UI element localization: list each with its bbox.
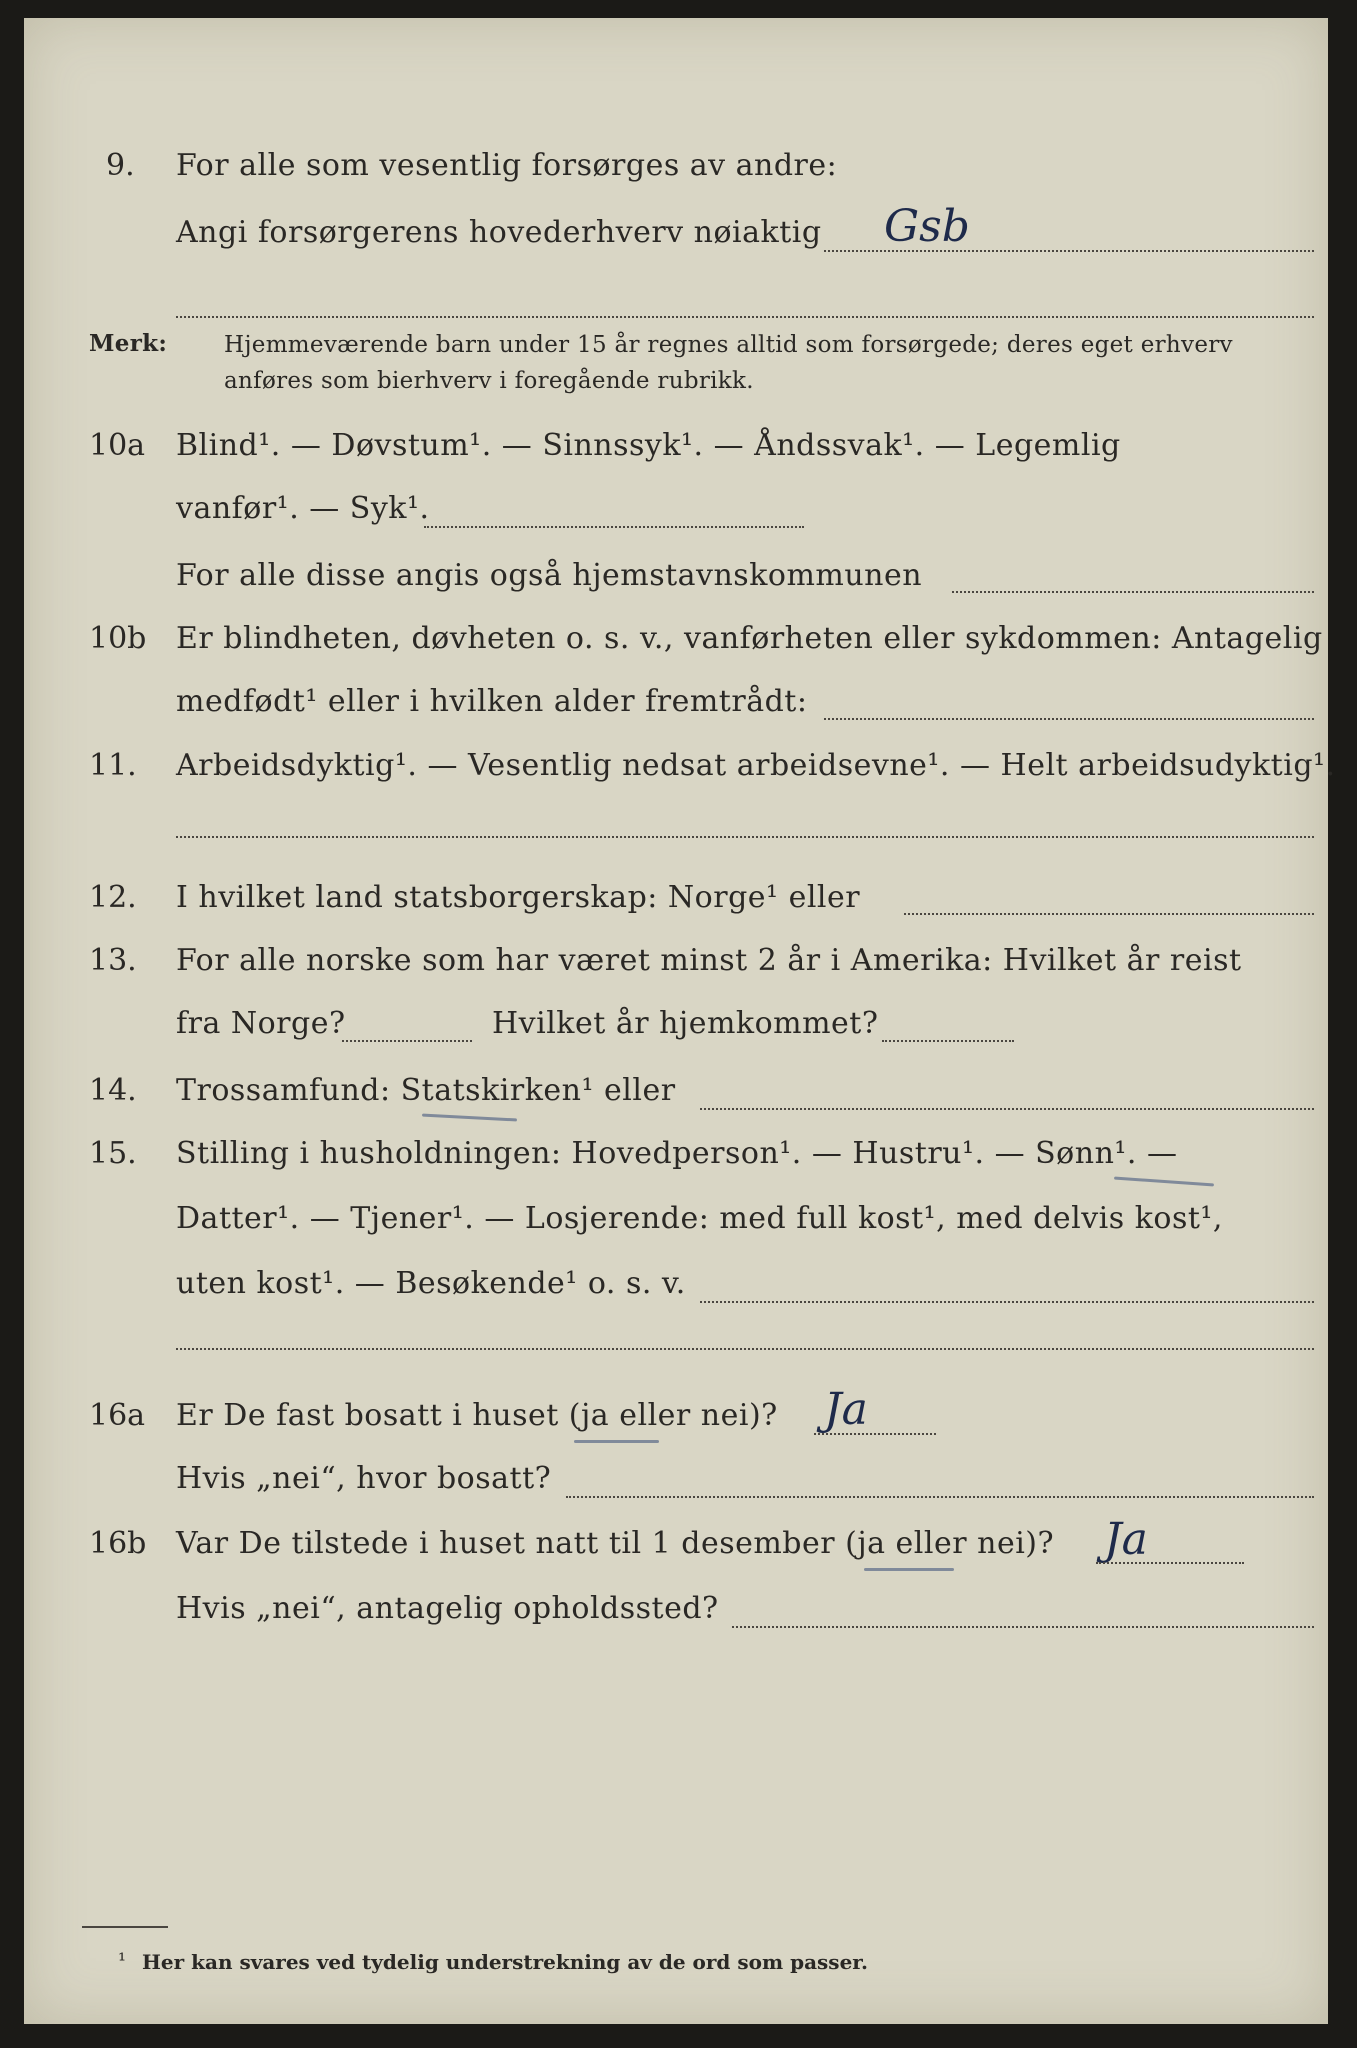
q15-answer-line xyxy=(700,1301,1314,1303)
merk-line2: anføres som bierhverv i foregående rubrikk. xyxy=(224,368,754,394)
q16b-line1: Var De tilstede i huset natt til 1 desember (ja eller nei)? xyxy=(176,1526,1055,1561)
q13-line2b: Hvilket år hjemkommet? xyxy=(492,1006,879,1041)
footnote-text: Her kan svares ved tydelig understrekning av de ord som passer. xyxy=(142,1950,868,1974)
q15-number: 15. xyxy=(89,1136,137,1171)
q16b-answer-line xyxy=(1096,1562,1244,1564)
q12-line1: I hvilket land statsborgerskap: Norge¹ eller xyxy=(176,880,861,915)
q16a-bosatt-line xyxy=(566,1496,1314,1498)
q15-extra-line xyxy=(176,1348,1314,1350)
q11-number: 11. xyxy=(89,748,137,783)
q9-handwritten-answer: Gsb xyxy=(884,201,970,252)
q10b-line2: medfødt¹ eller i hvilken alder fremtrådt: xyxy=(176,684,808,719)
q15-underline-mark xyxy=(1114,1177,1214,1187)
merk-line1: Hjemmeværende barn under 15 år regnes alltid som forsørgede; deres eget erhverv xyxy=(224,332,1233,358)
q10a-syk-line xyxy=(424,526,804,528)
footnote-rule xyxy=(82,1926,168,1928)
q10b-line1: Er blindheten, døvheten o. s. v., vanførheten eller sykdommen: Antagelig xyxy=(176,621,1323,656)
q11-line1: Arbeidsdyktig¹. — Vesentlig nedsat arbeidsevne¹. — Helt arbeidsudyktig¹. xyxy=(176,748,1336,783)
q12-answer-line xyxy=(904,913,1314,915)
q16a-line2: Hvis „nei“, hvor bosatt? xyxy=(176,1461,552,1496)
q13-reist-line xyxy=(342,1040,472,1042)
q10a-number: 10a xyxy=(89,428,146,463)
q10a-kommune-line xyxy=(952,591,1314,593)
q16a-handwritten-answer: Ja xyxy=(824,1384,868,1435)
q16b-handwritten-answer: Ja xyxy=(1104,1514,1148,1565)
q10a-line1: Blind¹. — Døvstum¹. — Sinnssyk¹. — Åndssvak¹. — Legemlig xyxy=(176,428,1121,463)
q10a-line3: For alle disse angis også hjemstavnskommunen xyxy=(176,558,923,593)
q9-number: 9. xyxy=(106,148,135,183)
q13-hjemkommet-line xyxy=(882,1040,1014,1042)
merk-label: Merk: xyxy=(89,330,168,357)
q14-number: 14. xyxy=(89,1073,137,1108)
q14-answer-line xyxy=(700,1108,1314,1110)
q9-line1: For alle som vesentlig forsørges av andre: xyxy=(176,148,838,183)
q13-line1: For alle norske som har været minst 2 år i Amerika: Hvilket år reist xyxy=(176,943,1242,978)
q13-number: 13. xyxy=(89,943,137,978)
q14-underline-mark xyxy=(422,1114,517,1122)
q11-answer-line xyxy=(176,836,1314,838)
q15-line1: Stilling i husholdningen: Hovedperson¹. — Hustru¹. — Sønn¹. — xyxy=(176,1136,1178,1171)
q10a-line2: vanfør¹. — Syk¹. xyxy=(176,491,430,526)
q15-line2: Datter¹. — Tjener¹. — Losjerende: med full kost¹, med delvis kost¹, xyxy=(176,1201,1223,1236)
q14-line1: Trossamfund: Statskirken¹ eller xyxy=(176,1073,676,1108)
q13-line2a: fra Norge? xyxy=(176,1006,346,1041)
q12-number: 12. xyxy=(89,880,137,915)
q10b-number: 10b xyxy=(89,621,147,656)
q16a-line1: Er De fast bosatt i huset (ja eller nei)? xyxy=(176,1398,778,1433)
footnote-mark: ¹ xyxy=(118,1948,127,1972)
census-form-page xyxy=(24,18,1336,2024)
q10b-answer-line xyxy=(824,718,1314,720)
q15-line3: uten kost¹. — Besøkende¹ o. s. v. xyxy=(176,1266,686,1301)
q9-extra-line xyxy=(176,316,1314,318)
q16b-underline-mark xyxy=(864,1568,954,1571)
q16a-underline-mark xyxy=(574,1440,659,1443)
q16a-answer-line xyxy=(814,1433,936,1435)
q9-line2: Angi forsørgerens hovederhverv nøiaktig xyxy=(176,215,822,250)
q16b-line2: Hvis „nei“, antagelig opholdssted? xyxy=(176,1591,719,1626)
q16b-number: 16b xyxy=(89,1526,147,1561)
q16b-opholdssted-line xyxy=(732,1626,1314,1628)
q16a-number: 16a xyxy=(89,1398,146,1433)
